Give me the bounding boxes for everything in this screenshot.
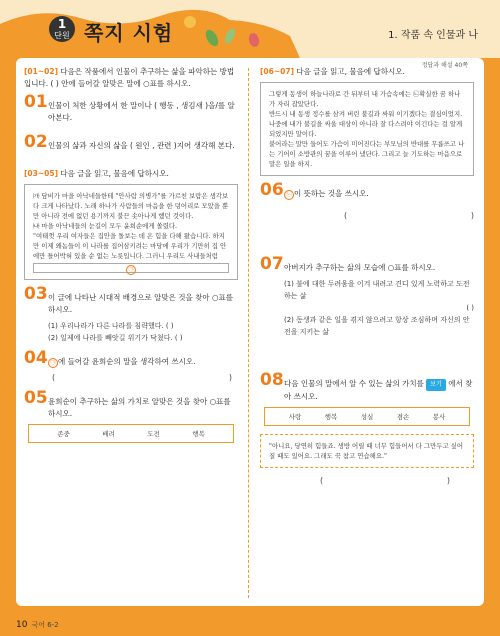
right-column — [260, 66, 474, 485]
question-03: 03 이 글에 나타난 시대적 배경으로 알맞은 것을 찾아 ○표를 하시오. (1) 우리나라가 다른 나라를 침략했다. ( ) (2) 일제에 나라를 빼앗길 위기가 닥쳤다. ( ) — [24, 284, 234, 342]
answer-blank-04[interactable]: ( ) — [52, 373, 232, 382]
passage-box-b: 그렇게 동생이 하늘나라로 간 뒤부터 내 가슴속에는 ㉡확실한 꿈 하나가 자리 잡았단다. 반드시 내 동생 정수를 삼켜 버린 불길과 싸워 이기겠다는 결심이었지. 나중에 내가 불길을 싸울 대상이 아니라 잘 다스려야 이긴다는 걸 알게 되었지만 말이다. 붙어라는 말만 들어도 가슴이 미어진다는 부모님의 반대를 무릅쓰고 나는 기어이 소방관의 꿈을 이루어 냈단다. 그리고 늘 기도하는 마음으로 말은 일을 하지. — [260, 82, 474, 176]
instruction-01-02: [01~02] 다음은 작품에서 인물이 추구하는 삶을 파악하는 방법입니다. ( ) 안에 들어갈 알맞은 말에 ○표를 하시오. — [24, 67, 235, 88]
blank-box: ㉠ — [33, 263, 229, 273]
answer-reference: 정답과 해설 40쪽 — [421, 62, 468, 69]
question-08: 08 다음 인물의 말에서 알 수 있는 삶의 가치를 보기 에서 찾아 쓰시오. — [260, 370, 473, 401]
answer-blank-06[interactable]: ( ) — [344, 211, 474, 220]
example-label: 보기 — [426, 379, 446, 391]
column-divider — [248, 68, 249, 598]
subject-label: 국어 6-2 — [31, 621, 59, 629]
instruction-03-05: [03~05] 다음 글을 읽고, 물음에 답하시오. — [24, 169, 169, 178]
unit-title: 1. 작품 속 인물과 나 — [388, 30, 478, 41]
word-box-08: 사랑 행복 성실 겸손 봉사 — [264, 407, 470, 426]
left-column — [24, 66, 238, 447]
worksheet-page — [16, 58, 484, 606]
passage-box-a: ㈎ 담비가 마을 아낙네들한테 "안사람 의병가"를 가르친 보람은 생각보다 크게 나타났다. 노래 하나가 사람들의 마음을 한 덩어리로 모았을 뿐만 아니라 전에 없던 용기까지 불끈 솟아나게 했던 것이다. ㈏ 마을 아낙네들의 눈길이 모두 윤희순에게 쏠렸다. "여태껏 우리 여자들은 집안을 돌보는 데 온 힘을 다해 왔습니다. 하지만 이제 왜놈들이 이 나라를 집어삼키려는 마당에 우리가 기만히 집 안에만 틀어박혀 있을 순 없는 노릇입니다. 그러니 우리도 사내들처럼 ㉠ — [24, 184, 238, 280]
question-06: 06 ㉡ 이 뜻하는 것을 쓰시오. ( ) — [260, 180, 474, 220]
question-07: 07 아버지가 추구하는 삶의 모습에 ○표를 하시오. (1) 불에 대한 두려움을 이겨 내려고 견디 있게 노력하고 도전하는 삶 ( ) (2) 동생과 같은 일을 겪지 않으려고 항상 조심하며 자신의 안전을 지키는 삶 — [260, 254, 474, 336]
question-04: 04 ㉠ 에 들어갈 윤희순의 말을 생각하여 쓰시오. ( ) — [24, 348, 232, 382]
question-05: 05 윤희순이 추구하는 삶의 가치로 알맞은 것을 찾아 ○표를 하시오. — [24, 388, 231, 418]
question-02: 02 인물의 삶과 자신의 삶을 ( 원인 , 관련 )지어 생각해 본다. — [24, 132, 235, 152]
header-band — [0, 0, 500, 58]
answer-blank-08[interactable]: ( ) — [320, 476, 450, 485]
page-title: 쪽지 시험 — [84, 21, 174, 45]
unit-badge: 1 단원 — [49, 16, 75, 42]
question-01: 01 인물이 처한 상황에서 한 말이나 ( 행동 , 생김새 )을/를 알아본다. — [24, 92, 235, 122]
leaf-decoration-icon — [150, 12, 290, 52]
word-box-05: 존중 배려 도전 행복 — [28, 424, 234, 443]
quote-box-08: "아니요, 당연히 힘들죠. 생방 어릴 때 너무 힘들어서 다 그만두고 싶어질 때도 있어요. 그래도 꾹 참고 연습해요." — [260, 434, 474, 468]
instruction-06-07: [06~07] 다음 글을 읽고, 물음에 답하시오. — [260, 67, 405, 76]
page-footer — [16, 620, 59, 630]
page-number: 10 — [16, 620, 28, 630]
